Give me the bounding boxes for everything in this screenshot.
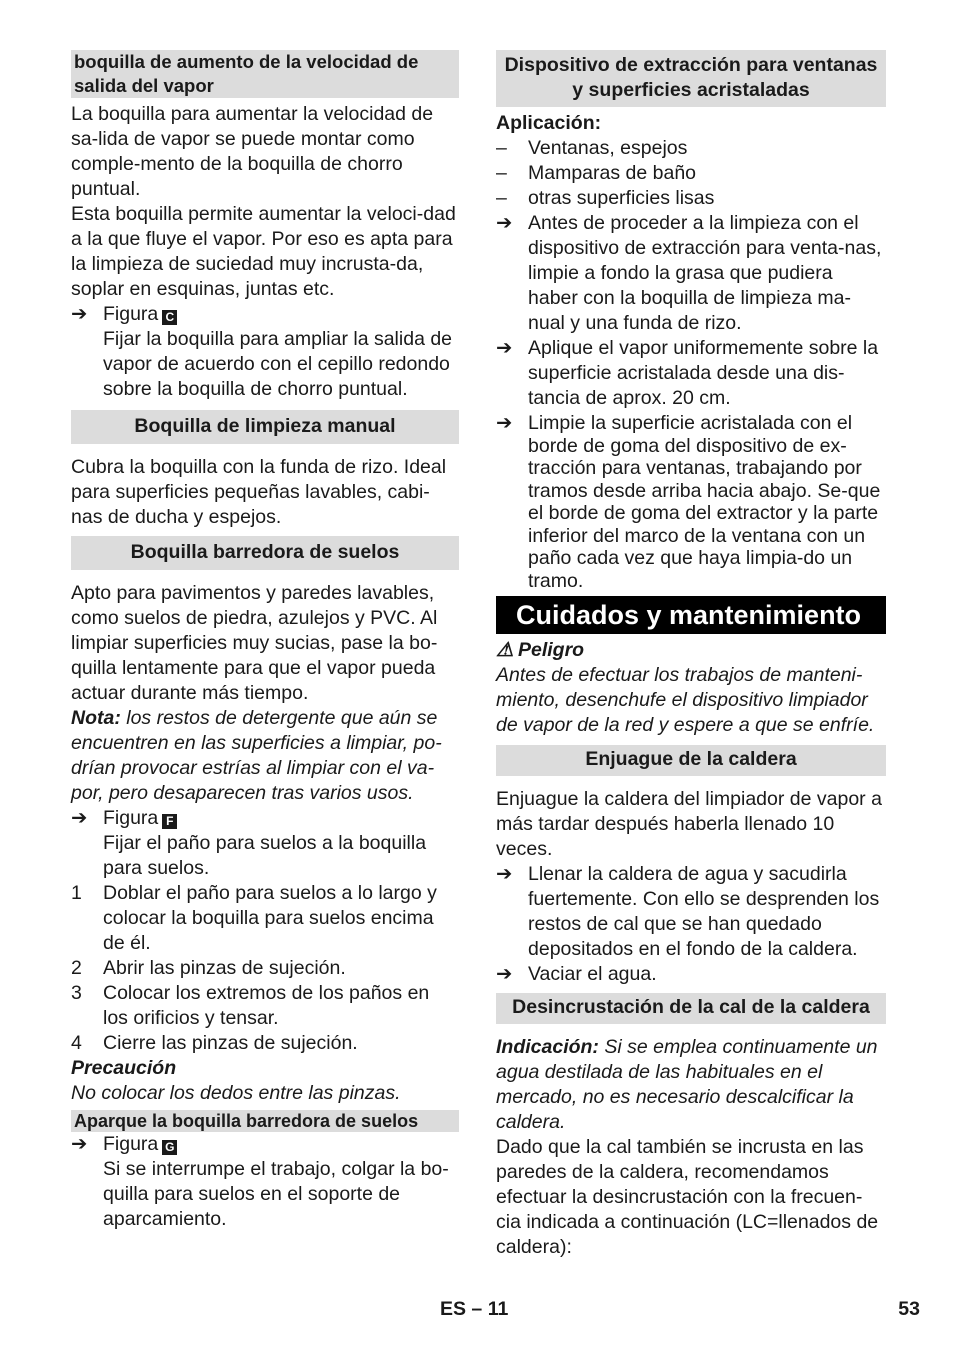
step-number: 1 [71, 882, 82, 904]
indication-text: Si se emplea continuamente un agua destilada de las habituales en el mercado, no es necesario descalcificar la caldera. [496, 1036, 878, 1133]
figure-letter-badge: C [162, 310, 177, 325]
arrow-right-icon: ➔ [496, 212, 513, 234]
list-item-text: otras superficies lisas [528, 187, 715, 209]
note [71, 706, 459, 806]
figure-label: Figura [103, 1133, 159, 1155]
step-text: Limpie la superficie acristalada con el borde de goma del dispositivo de ex-tracción para ventanas, trabajando por tramos desde arriba hacia abajo. Se-que el borde de goma del extractor y la parte inferior del marco de la ventana con un paño cada vez que haya limpia-do un tramo. [528, 412, 881, 592]
figure-label: Figura [103, 807, 159, 829]
caution-text: No colocar los dedos entre las pinzas. [71, 1082, 401, 1104]
footer-section-number: ES – 11 [440, 1298, 509, 1320]
instruction-step [496, 412, 886, 592]
arrow-right-icon: ➔ [496, 863, 513, 885]
instruction-step [496, 336, 886, 411]
step-text: Colocar los extremos de los paños en los orificios y tensar. [103, 982, 430, 1029]
arrow-right-icon: ➔ [496, 412, 513, 434]
step-text: Antes de proceder a la limpieza con el dispositivo de extracción para venta-nas, limpie a fondo la grasa que pudiera haber con la boquilla de limpieza ma-nual y una funda de rizo. [528, 212, 882, 334]
section-title-floor-nozzle: Boquilla barredora de suelos [71, 536, 459, 570]
arrow-right-icon: ➔ [71, 303, 88, 325]
numbered-step [71, 981, 459, 1031]
instruction-step [496, 211, 886, 336]
indication-note [496, 1035, 886, 1135]
danger-heading [496, 638, 886, 663]
list-item [496, 186, 886, 211]
section-title-speed-nozzle: boquilla de aumento de la velocidad de salida del vapor [71, 50, 459, 98]
chapter-title: Cuidados y mantenimiento [496, 596, 886, 634]
instruction-step [496, 962, 886, 987]
footer-page-number: 53 [898, 1298, 920, 1320]
section-title-park-nozzle: Aparque la boquilla barredora de suelos [71, 1110, 459, 1132]
left-column [71, 50, 459, 1232]
arrow-right-icon: ➔ [71, 1133, 88, 1155]
paragraph: Enjuague la caldera del limpiador de vapor a más tardar después haberla llenado 10 veces. [496, 788, 882, 860]
figure-instruction: Fijar el paño para suelos a la boquilla para suelos. [103, 832, 427, 879]
step-text: Cierre las pinzas de sujeción. [103, 1032, 358, 1054]
figure-ref [71, 1132, 459, 1157]
arrow-right-icon: ➔ [496, 963, 513, 985]
figure-ref [71, 302, 459, 327]
dash-bullet: – [496, 162, 507, 184]
step-text: Aplique el vapor uniformemente sobre la superficie acristalada desde una dis-tancia de aprox. 20 cm. [528, 337, 879, 409]
dash-bullet: – [496, 187, 507, 209]
danger-text: Antes de efectuar los trabajos de manteni-miento, desenchufe el dispositivo limpiador de vapor de la red y espere a que se enfríe. [496, 664, 875, 736]
section-title-window-extractor: Dispositivo de extracción para ventanas y superficies acristaladas [496, 50, 886, 107]
step-text: Llenar la caldera de agua y sacudirla fuertemente. Con ello se desprenden los restos de cal que se han quedado depositados en el fondo de la caldera. [528, 863, 880, 960]
application-label: Aplicación: [496, 112, 602, 134]
step-text: Doblar el paño para suelos a lo largo y colocar la boquilla para suelos encima de él. [103, 882, 437, 954]
figure-label: Figura [103, 303, 159, 325]
right-column [496, 50, 886, 1260]
indication-label: Indicación: [496, 1036, 599, 1058]
figure-instruction: Si se interrumpe el trabajo, colgar la bo-quilla para suelos en el soporte de aparcamiento. [103, 1158, 449, 1230]
list-item-text: Ventanas, espejos [528, 137, 688, 159]
danger-label: Peligro [518, 639, 585, 661]
section-title-boiler-rinse: Enjuague de la caldera [496, 745, 886, 776]
figure-instruction: Fijar la boquilla para ampliar la salida de vapor de acuerdo con el cepillo redondo sobre la boquilla de chorro puntual. [103, 328, 453, 400]
arrow-right-icon: ➔ [71, 807, 88, 829]
figure-letter-badge: F [162, 814, 177, 829]
note-text: los restos de detergente que aún se encuentren en las superficies a limpiar, po-drían provocar estrías al limpiar con el va-por, pero desaparecen tras varios usos. [71, 707, 442, 804]
note-label: Nota: [71, 707, 121, 729]
figure-letter-badge: G [162, 1140, 177, 1155]
list-item-text: Mamparas de baño [528, 162, 697, 184]
paragraph: Apto para pavimentos y paredes lavables, como suelos de piedra, azulejos y PVC. Al limpiar superficies muy sucias, pase la bo-quilla lentamente para que el vapor pueda actuar durante más tiempo. [71, 582, 438, 704]
paragraph: Dado que la cal también se incrusta en las paredes de la caldera, recomendamos efectuar la desincrustación con la frecuen-cia indicada a continuación (LC=llenados de caldera): [496, 1136, 879, 1258]
numbered-step [71, 881, 459, 956]
caution-title: Precaución [71, 1057, 177, 1079]
instruction-step [496, 862, 886, 962]
list-item [496, 136, 886, 161]
step-number: 4 [71, 1032, 82, 1054]
section-title-manual-nozzle: Boquilla de limpieza manual [71, 410, 459, 444]
numbered-step [71, 1031, 459, 1056]
numbered-step [71, 956, 459, 981]
step-text: Vaciar el agua. [528, 963, 657, 985]
paragraph: Esta boquilla permite aumentar la veloci-dad a la que fluye el vapor. Por eso es apta para la limpieza de suciedad muy incrusta-da, soplar en esquinas, juntas etc. [71, 203, 456, 300]
dash-bullet: – [496, 137, 507, 159]
paragraph: La boquilla para aumentar la velocidad de sa-lida de vapor se puede montar como comple-mento de la boquilla de chorro puntual. [71, 103, 434, 200]
step-text: Abrir las pinzas de sujeción. [103, 957, 346, 979]
warning-triangle-icon: ⚠ [496, 639, 514, 661]
list-item [496, 161, 886, 186]
section-title-descaling: Desincrustación de la cal de la caldera [496, 993, 886, 1024]
figure-ref [71, 806, 459, 831]
step-number: 3 [71, 982, 82, 1004]
step-number: 2 [71, 957, 82, 979]
paragraph: Cubra la boquilla con la funda de rizo. Ideal para superficies pequeñas lavables, cabi-nas de ducha y espejos. [71, 456, 447, 528]
arrow-right-icon: ➔ [496, 337, 513, 359]
